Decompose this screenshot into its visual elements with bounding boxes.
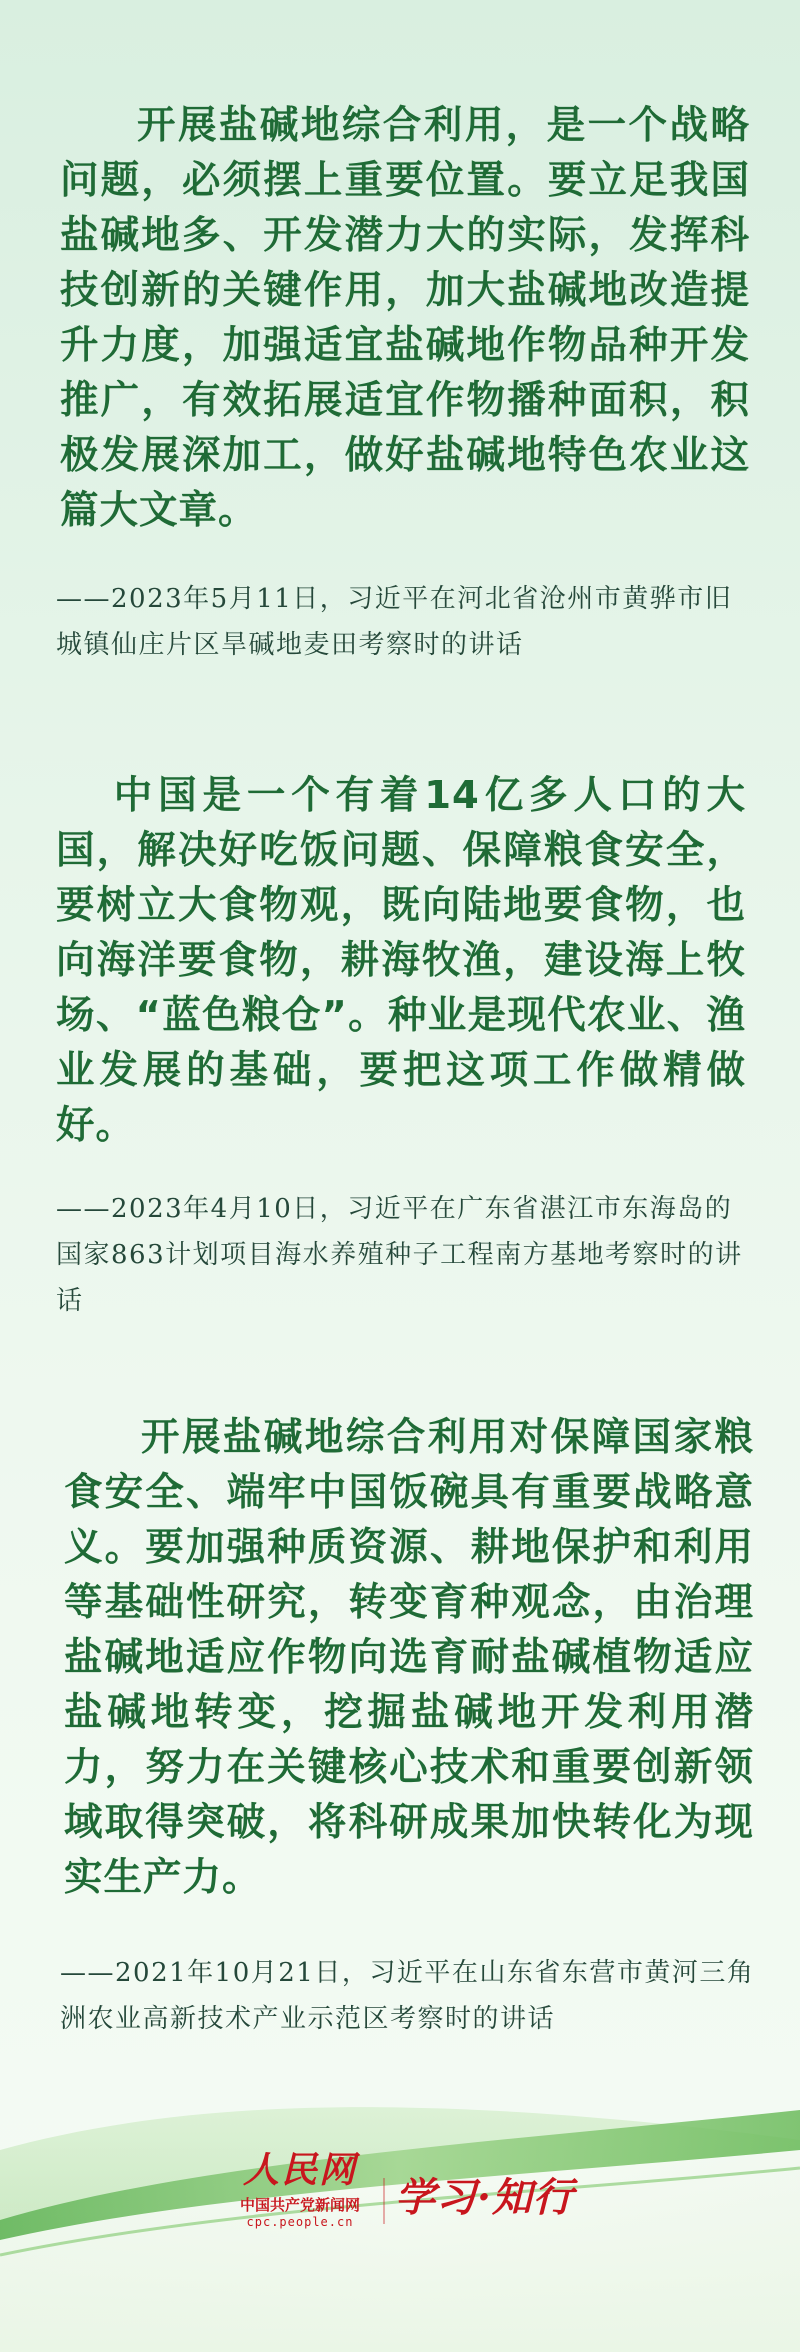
logo-divider xyxy=(383,2178,385,2224)
people-logo-subtitle: 中国共产党新闻网 xyxy=(239,2196,360,2214)
quote-2-text: 中国是一个有着14亿多人口的大国，解决好吃饭问题、保障粮食安全，要树立大食物观，既向陆地要食物，也向海洋要食物，耕海牧渔，建设海上牧场、“蓝色粮仓”。种业是现代农业、渔业发展的基础，要把这项工作做精做好。 xyxy=(56,773,746,1148)
study-practice-logo: 学习·知行 xyxy=(395,2174,574,2221)
people-daily-logo xyxy=(230,2150,370,2240)
quote-3-text: 开展盐碱地综合利用对保障国家粮食安全、端牢中国饭碗具有重要战略意义。要加强种质资源、耕地保护和利用等基础性研究，转变育种观念，由治理盐碱地适应作物向选育耐盐碱植物适应盐碱地转变，挖掘盐碱地开发利用潜力，努力在关键核心技术和重要创新领域取得突破，将科研成果加快转化为现实生产力。 xyxy=(64,1415,754,1900)
people-logo-text: 人民网 xyxy=(242,2149,357,2191)
quote-1-source: ——2023年5月11日，习近平在河北省沧州市黄骅市旧城镇仙庄片区旱碱地麦田考察时的讲话 xyxy=(56,584,733,660)
quote-3-source: ——2021年10月21日，习近平在山东省东营市黄河三角洲农业高新技术产业示范区考察时的讲话 xyxy=(60,1958,755,2034)
quote-2-source: ——2023年4月10日，习近平在广东省湛江市东海岛的国家863计划项目海水养殖种子工程南方基地考察时的讲话 xyxy=(56,1194,743,1316)
quote-1-text: 开展盐碱地综合利用，是一个战略问题，必须摆上重要位置。要立足我国盐碱地多、开发潜力大的实际，发挥科技创新的关键作用，加大盐碱地改造提升力度，加强适宜盐碱地作物品种开发推广，有效拓展适宜作物播种面积，积极发展深加工，做好盐碱地特色农业这篇大文章。 xyxy=(60,103,750,533)
people-logo-url: cpc.people.cn xyxy=(246,2215,354,2229)
